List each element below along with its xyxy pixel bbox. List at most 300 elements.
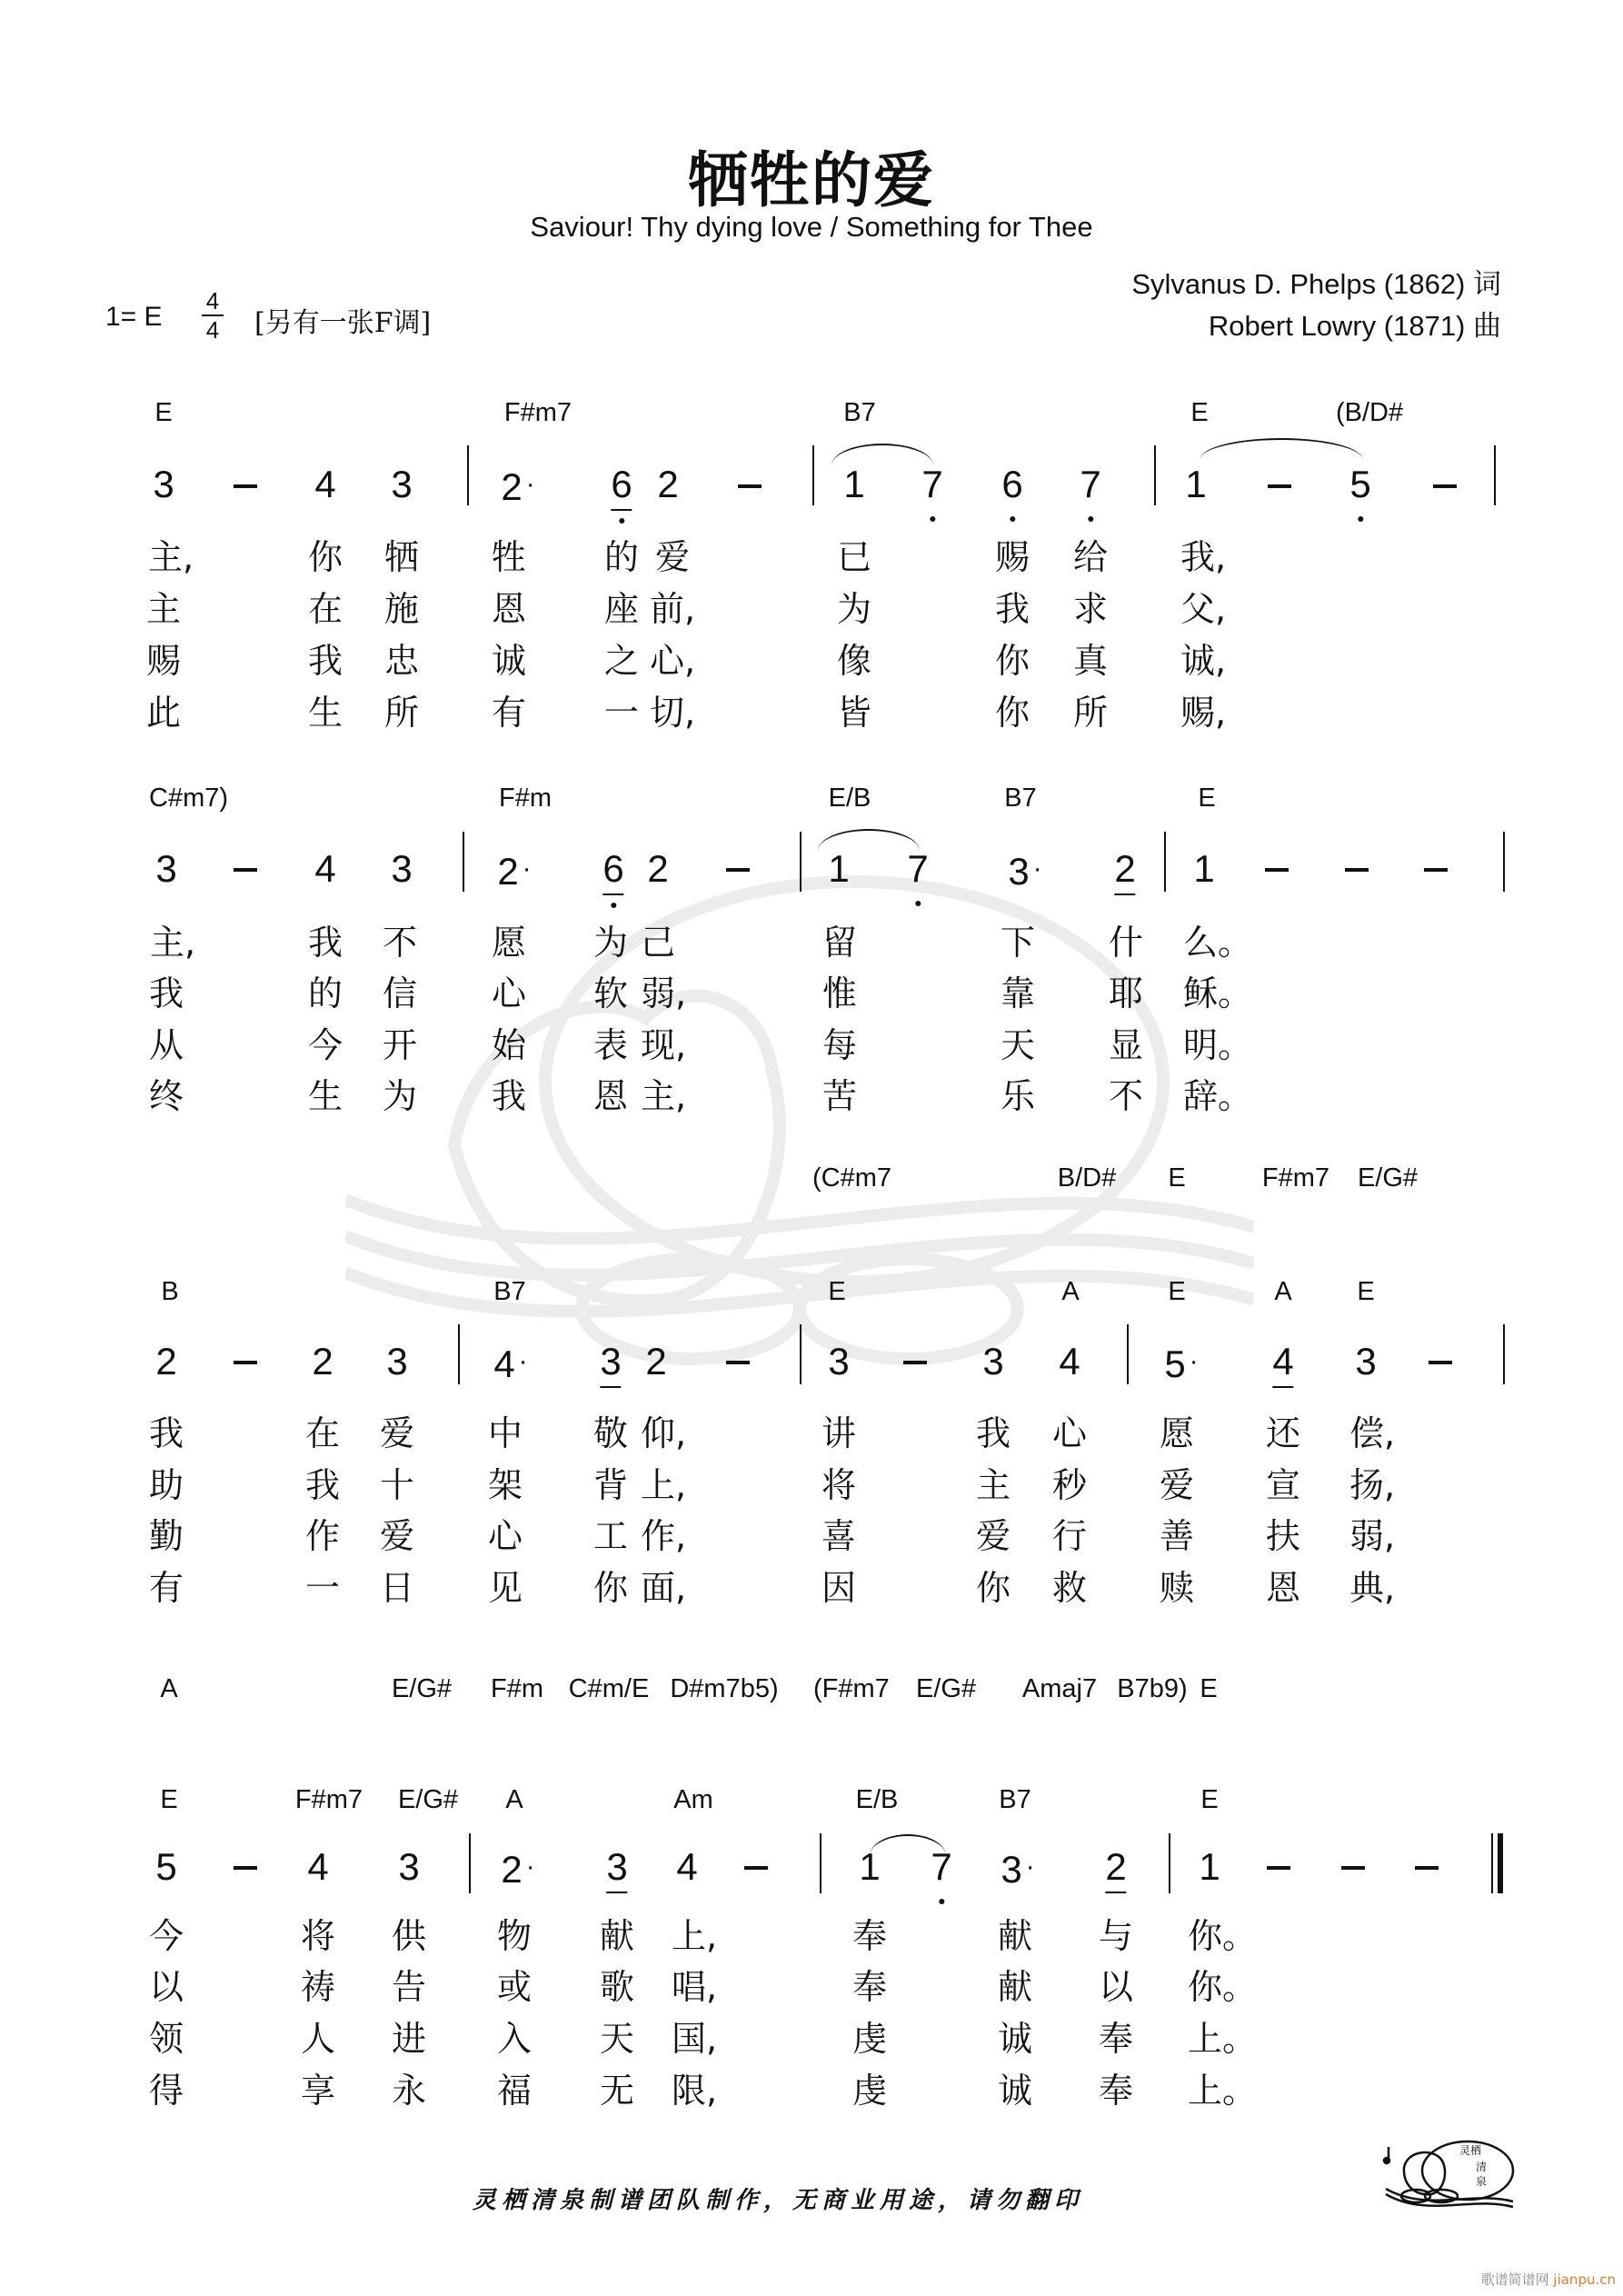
note: 1 xyxy=(1193,847,1215,890)
note-low-eighth: 6 xyxy=(611,465,632,504)
lyric: 入 xyxy=(496,2019,533,2059)
note-eighth: 3 xyxy=(606,1848,627,1886)
note: 4 xyxy=(314,463,336,505)
lyric: 歌 xyxy=(599,1967,635,2007)
lyric: 稣。 xyxy=(1182,973,1253,1013)
lyric: 你 xyxy=(307,537,344,577)
lyric: 心 xyxy=(1051,1413,1088,1453)
lyric: 以 xyxy=(148,1967,184,2007)
chord: E xyxy=(1357,1277,1375,1306)
lyric: 耶 xyxy=(1108,973,1144,1013)
lyric: 始 xyxy=(491,1025,527,1065)
lyric: 己 xyxy=(640,923,676,963)
dash xyxy=(234,1361,257,1364)
chord: E/B xyxy=(855,1785,899,1814)
lyric: 敬 xyxy=(592,1413,629,1453)
lyric: 国, xyxy=(671,2019,718,2059)
note: 1 xyxy=(859,1845,881,1888)
note-eighth: 3 xyxy=(600,1343,621,1381)
lyric: 我 xyxy=(148,973,184,1013)
lyric: 虔 xyxy=(851,2019,888,2059)
lyric: 限, xyxy=(671,2071,718,2111)
lyric: 因 xyxy=(821,1568,857,1608)
lyric: 我 xyxy=(304,1465,341,1505)
lyric: 皆 xyxy=(836,693,872,733)
lyric: 中 xyxy=(487,1413,523,1453)
note: 4 xyxy=(307,1845,329,1888)
lyric: 下 xyxy=(1000,923,1036,963)
lyric: 爱 xyxy=(654,537,691,577)
lyric: 在 xyxy=(307,589,344,629)
lyric: 所 xyxy=(1072,693,1109,733)
chord: B xyxy=(161,1277,179,1306)
time-signature xyxy=(202,289,224,342)
note-dotted: 5 · xyxy=(1164,1343,1199,1385)
lyric: 父, xyxy=(1180,589,1227,629)
lyric: 物 xyxy=(496,1916,533,1956)
note: 1 xyxy=(828,847,850,890)
chord: E xyxy=(1168,1277,1186,1306)
lyric: 心, xyxy=(649,641,696,681)
site-name-en: jianpu.cn xyxy=(1553,2271,1616,2288)
lyric: 天 xyxy=(1000,1025,1036,1065)
lyric: 福 xyxy=(496,2071,533,2111)
song-title: 牺牲的爱 xyxy=(688,145,935,215)
lyric: 你 xyxy=(975,1568,1011,1608)
chord: Am xyxy=(673,1785,713,1814)
dash xyxy=(903,1361,927,1364)
lyric: 奉 xyxy=(1098,2019,1134,2059)
bar-line xyxy=(467,445,469,505)
chord: C#m7) xyxy=(149,784,229,813)
lyric: 今 xyxy=(307,1025,344,1065)
lyric: 施 xyxy=(383,589,420,629)
lyric: 生 xyxy=(307,693,344,733)
lyric: 你 xyxy=(994,693,1031,733)
lyric: 赐, xyxy=(1180,693,1227,733)
note: 1 xyxy=(1199,1845,1220,1888)
lyric: 主 xyxy=(145,589,182,629)
lyric: 工 xyxy=(592,1516,629,1556)
lyric: 宣 xyxy=(1265,1465,1301,1505)
bar-line xyxy=(1127,1324,1129,1384)
dash xyxy=(1267,1866,1290,1870)
bar-line xyxy=(469,1833,471,1893)
lyric: 不 xyxy=(382,923,418,963)
lyric: 上, xyxy=(671,1916,718,1956)
lyric: 助 xyxy=(148,1465,184,1505)
note-dotted: 2 · xyxy=(501,1848,535,1891)
final-bar-thick xyxy=(1498,1833,1503,1893)
lyric: 乐 xyxy=(1000,1076,1036,1116)
lyric: 扶 xyxy=(1265,1516,1301,1556)
lyric: 勤 xyxy=(148,1516,184,1556)
note-low: 7 xyxy=(921,465,942,504)
lyric: 秒 xyxy=(1051,1465,1088,1505)
bar-line xyxy=(458,1324,460,1384)
lyric: 善 xyxy=(1159,1516,1195,1556)
lyric: 心 xyxy=(491,973,527,1013)
note: 2 xyxy=(657,463,679,505)
lyric: 一 xyxy=(304,1568,341,1608)
lyric: 一 xyxy=(603,693,640,733)
lyric: 主, xyxy=(640,1076,687,1116)
lyricist-credit: Sylvanus D. Phelps (1862) 词 xyxy=(1131,268,1501,300)
lyric: 主 xyxy=(975,1465,1011,1505)
dash xyxy=(234,1866,257,1870)
lyric: 你 xyxy=(994,641,1031,681)
note: 3 xyxy=(391,463,413,505)
lyric: 在 xyxy=(304,1413,341,1453)
lyric: 为 xyxy=(836,589,872,629)
lyric: 救 xyxy=(1051,1568,1088,1608)
chord: A xyxy=(505,1785,523,1814)
alt-chord: E xyxy=(1200,1674,1218,1703)
alt-chord: B7b9) xyxy=(1117,1674,1188,1703)
lyric: 生 xyxy=(307,1076,344,1116)
lyric: 献 xyxy=(997,1916,1033,1956)
bar-line xyxy=(800,1324,802,1384)
lyric: 现, xyxy=(640,1025,687,1065)
lyric: 座 xyxy=(603,589,640,629)
lyric: 爱 xyxy=(379,1516,415,1556)
lyric: 苦 xyxy=(821,1076,858,1116)
lyric: 留 xyxy=(821,923,858,963)
alt-chord: Amaj7 xyxy=(1021,1674,1098,1703)
lyric: 或 xyxy=(496,1967,533,2007)
lyric: 不 xyxy=(1108,1076,1144,1116)
lyric: 享 xyxy=(300,2071,336,2111)
lyric: 你 xyxy=(592,1568,629,1608)
dash xyxy=(726,1361,750,1364)
chord: F#m7 xyxy=(503,398,573,427)
lyric: 爱 xyxy=(975,1516,1011,1556)
lyric: 我 xyxy=(975,1413,1011,1453)
chord: B7 xyxy=(843,398,876,427)
lyric: 我 xyxy=(307,923,344,963)
logo-text: 灵栖 xyxy=(1459,2144,1482,2157)
lyric: 我 xyxy=(491,1076,527,1116)
bar-line xyxy=(1494,445,1496,505)
lyric: 软 xyxy=(592,973,629,1013)
note: 3 xyxy=(155,847,177,890)
note: 4 xyxy=(676,1845,698,1888)
chord: E xyxy=(1190,398,1209,427)
alt-chord: B/D# xyxy=(1057,1163,1117,1193)
note: 3 xyxy=(398,1845,420,1888)
note: 3 xyxy=(982,1340,1004,1383)
alt-chord: E/G# xyxy=(391,1674,453,1703)
lyric: 前, xyxy=(649,589,696,629)
lyric: 愿 xyxy=(491,923,527,963)
bar-line xyxy=(812,445,814,505)
note-dotted: 2 · xyxy=(501,465,535,508)
note: 3 xyxy=(386,1340,408,1383)
lyric: 奉 xyxy=(851,1916,888,1956)
dash xyxy=(1433,484,1457,488)
lyric: 爱 xyxy=(379,1413,415,1453)
lyric: 背 xyxy=(592,1465,629,1505)
note: 2 xyxy=(647,847,669,890)
lyric: 明。 xyxy=(1182,1025,1253,1065)
lyric: 典, xyxy=(1349,1568,1396,1608)
lyric: 我, xyxy=(1180,537,1227,577)
lyric: 求 xyxy=(1072,589,1109,629)
note-eighth: 2 xyxy=(1105,1848,1126,1886)
lyric: 作, xyxy=(640,1516,687,1556)
lyric: 上, xyxy=(640,1465,687,1505)
lyric: 赎 xyxy=(1159,1568,1195,1608)
svg-text:清: 清 xyxy=(1476,2161,1488,2173)
lyric: 面, xyxy=(640,1568,687,1608)
lyric: 喜 xyxy=(821,1516,857,1556)
lyric: 靠 xyxy=(1000,973,1036,1013)
lyric: 的 xyxy=(307,973,344,1013)
dash xyxy=(234,868,257,872)
lyric: 诚 xyxy=(997,2019,1033,2059)
note-low: 7 xyxy=(931,1848,951,1886)
note-eighth: 4 xyxy=(1272,1343,1293,1381)
lyric: 每 xyxy=(821,1025,858,1065)
dash xyxy=(1415,1866,1439,1870)
lyric: 真 xyxy=(1072,641,1109,681)
bar-line xyxy=(1503,1324,1505,1384)
lyric: 牺 xyxy=(383,537,420,577)
sheep-logo-icon xyxy=(1381,2136,1518,2213)
bar-line xyxy=(1164,832,1166,892)
note-dotted: 3 · xyxy=(1008,850,1042,893)
note: 2 xyxy=(645,1340,667,1383)
lyric: 从 xyxy=(148,1025,184,1065)
alt-chord: C#m/E xyxy=(568,1674,650,1703)
dash xyxy=(1424,868,1448,872)
song-subtitle: Saviour! Thy dying love / Something for Thee xyxy=(530,211,1093,243)
lyric: 人 xyxy=(300,2019,336,2059)
lyric: 已 xyxy=(836,537,872,577)
chord: E/B xyxy=(828,784,871,813)
dash xyxy=(1345,868,1369,872)
lyric: 仰, xyxy=(640,1413,687,1453)
lyric: 奉 xyxy=(851,1967,888,2007)
lyric: 供 xyxy=(391,1916,427,1956)
lyric: 主, xyxy=(147,537,194,577)
lyric: 以 xyxy=(1098,1967,1134,2007)
lyric: 表 xyxy=(592,1025,629,1065)
note: 5 xyxy=(155,1845,177,1888)
chord: E/G# xyxy=(397,1785,459,1814)
time-top: 4 xyxy=(205,287,220,314)
lyric: 奉 xyxy=(1098,2071,1134,2111)
chord: E xyxy=(828,1277,846,1306)
alt-chord: (C#m7 xyxy=(812,1163,892,1193)
lyric: 祷 xyxy=(300,1967,336,2007)
lyric: 你。 xyxy=(1187,1916,1258,1956)
lyric: 有 xyxy=(148,1568,184,1608)
note-dotted: 3 · xyxy=(1001,1848,1035,1891)
lyric: 你。 xyxy=(1187,1967,1258,2007)
chord: F#m7 xyxy=(294,1785,363,1814)
lyric: 之 xyxy=(603,641,640,681)
lyric: 告 xyxy=(391,1967,427,2007)
lyric: 无 xyxy=(599,2071,635,2111)
bar-line xyxy=(463,832,464,892)
lyric: 惟 xyxy=(821,973,858,1013)
note: 3 xyxy=(1355,1340,1377,1383)
dash xyxy=(1265,868,1289,872)
alt-chord: A xyxy=(160,1674,178,1703)
lyric: 此 xyxy=(145,693,182,733)
lyric: 我 xyxy=(148,1413,184,1453)
lyric: 赐 xyxy=(145,641,182,681)
lyric: 诚 xyxy=(491,641,527,681)
alt-chord: E/G# xyxy=(1357,1163,1419,1193)
chord: E xyxy=(154,398,173,427)
chord: E xyxy=(1198,784,1216,813)
bar-line xyxy=(1169,1833,1170,1893)
note-low-eighth: 6 xyxy=(602,850,623,888)
lyric: 愿 xyxy=(1159,1413,1195,1453)
lyric: 行 xyxy=(1051,1516,1088,1556)
note-low: 7 xyxy=(907,850,928,888)
lyric: 献 xyxy=(599,1916,635,1956)
copyright-notice: 灵栖清泉制谱团队制作，无商业用途，请勿翻印 xyxy=(473,2187,1084,2214)
lyric: 弱, xyxy=(640,973,687,1013)
lyric: 架 xyxy=(487,1465,523,1505)
lyric: 心 xyxy=(487,1516,523,1556)
alt-chord: (F#m7 xyxy=(813,1674,890,1703)
lyric: 我 xyxy=(994,589,1031,629)
lyric: 爱 xyxy=(1159,1465,1195,1505)
composer-credit: Robert Lowry (1871) 曲 xyxy=(1208,310,1501,342)
chord: B7 xyxy=(493,1277,526,1306)
chord: F#m xyxy=(499,784,552,813)
lyric: 恩 xyxy=(491,589,527,629)
note: 4 xyxy=(1059,1340,1080,1383)
note: 2 xyxy=(312,1340,334,1383)
lyric: 日 xyxy=(379,1568,415,1608)
dash xyxy=(738,484,762,488)
chord: A xyxy=(1061,1277,1080,1306)
lyric: 弱, xyxy=(1349,1516,1396,1556)
bar-line xyxy=(820,1833,821,1893)
lyric: 么。 xyxy=(1182,923,1253,963)
lyric: 将 xyxy=(821,1465,857,1505)
lyric: 终 xyxy=(148,1076,184,1116)
chord: B7 xyxy=(999,1785,1031,1814)
lyric: 偿, xyxy=(1349,1413,1396,1453)
key-signature: 1= E xyxy=(105,302,163,332)
note: 3 xyxy=(153,463,174,505)
lyric: 天 xyxy=(599,2019,635,2059)
note: 1 xyxy=(1185,463,1207,505)
alternate-key-note: [另有一张F调] xyxy=(254,307,432,339)
site-name-cn: 歌谱简谱网 xyxy=(1480,2271,1549,2288)
lyric: 十 xyxy=(379,1465,415,1505)
lyric: 我 xyxy=(307,641,344,681)
dash xyxy=(234,484,257,488)
lyric: 恩 xyxy=(1265,1568,1301,1608)
lyric: 今 xyxy=(148,1916,184,1956)
lyric: 赐 xyxy=(994,537,1031,577)
lyric: 诚, xyxy=(1180,641,1227,681)
lyric: 献 xyxy=(997,1967,1033,2007)
alt-chord: D#m7b5) xyxy=(670,1674,779,1703)
chord: B7 xyxy=(1004,784,1037,813)
chord: A xyxy=(1274,1277,1292,1306)
note-dotted: 4 · xyxy=(493,1343,528,1385)
bar-line xyxy=(1154,445,1156,505)
lyric: 永 xyxy=(391,2071,427,2111)
note: 3 xyxy=(828,1340,850,1383)
lyric: 开 xyxy=(382,1025,418,1065)
lyric: 上。 xyxy=(1187,2019,1258,2059)
dash xyxy=(726,868,750,872)
lyric: 牲 xyxy=(491,537,527,577)
lyric: 什 xyxy=(1108,923,1144,963)
lyric: 将 xyxy=(300,1916,336,1956)
lyric: 所 xyxy=(383,693,420,733)
time-bottom: 4 xyxy=(205,316,220,344)
svg-text:泉: 泉 xyxy=(1476,2175,1488,2188)
lyric: 作 xyxy=(304,1516,341,1556)
lyric: 像 xyxy=(836,641,872,681)
note-low: 7 xyxy=(1080,465,1100,504)
lyric: 信 xyxy=(382,973,418,1013)
lyric: 讲 xyxy=(821,1413,857,1453)
lyric: 见 xyxy=(487,1568,523,1608)
lyric: 还 xyxy=(1265,1413,1301,1453)
bar-line xyxy=(1503,832,1505,892)
dash xyxy=(744,1866,768,1870)
lyric: 忠 xyxy=(383,641,420,681)
lyric: 得 xyxy=(148,2071,184,2111)
final-bar-thin xyxy=(1491,1833,1493,1893)
note-low: 5 xyxy=(1349,465,1370,504)
dash xyxy=(1429,1361,1452,1364)
note: 2 xyxy=(155,1340,177,1383)
alt-chord: F#m xyxy=(491,1674,543,1703)
lyric: 给 xyxy=(1072,537,1109,577)
lyric: 主, xyxy=(149,923,196,963)
lyric: 为 xyxy=(382,1076,418,1116)
alt-chord: E/G# xyxy=(915,1674,977,1703)
chord: E xyxy=(1200,1785,1219,1814)
site-watermark xyxy=(1481,2270,1616,2289)
lyric: 的 xyxy=(603,537,640,577)
lyric: 恩 xyxy=(592,1076,629,1116)
lyric: 唱, xyxy=(671,1967,718,2007)
dash xyxy=(1268,484,1291,488)
lyric: 诚 xyxy=(997,2071,1033,2111)
note: 1 xyxy=(843,463,865,505)
lyric: 虔 xyxy=(851,2071,888,2111)
note: 4 xyxy=(314,847,336,890)
note-low: 6 xyxy=(1001,465,1022,504)
lyric: 进 xyxy=(391,2019,427,2059)
note-eighth: 2 xyxy=(1114,850,1135,888)
lyric: 切, xyxy=(649,693,696,733)
lyric: 为 xyxy=(592,923,629,963)
lyric: 与 xyxy=(1098,1916,1134,1956)
bar-line xyxy=(800,832,802,892)
lyric: 上。 xyxy=(1187,2071,1258,2111)
chord: E xyxy=(160,1785,178,1814)
lyric: 辞。 xyxy=(1182,1076,1253,1116)
slur xyxy=(1200,438,1363,460)
note: 3 xyxy=(391,847,413,890)
lyric: 有 xyxy=(491,693,527,733)
lyric: 显 xyxy=(1108,1025,1144,1065)
